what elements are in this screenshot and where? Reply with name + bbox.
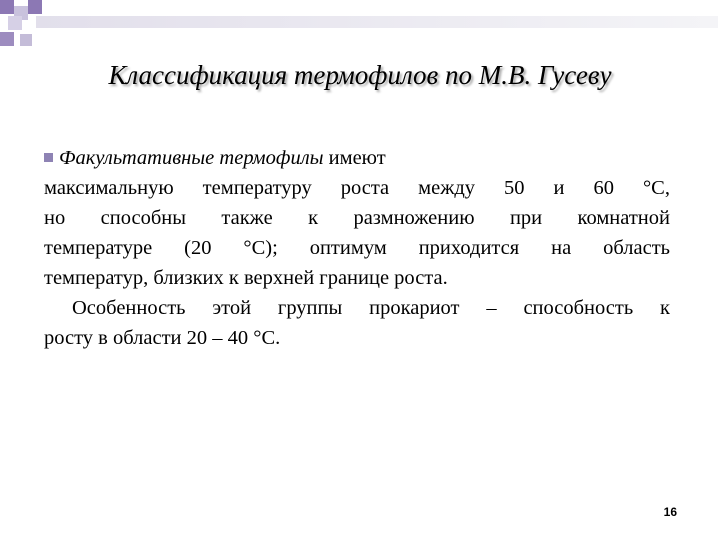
slide-title (0, 60, 720, 91)
title-part-1: Классификация (108, 60, 288, 90)
paragraph1-line4: температуре (20 °C); оптимум приходится на область (44, 237, 670, 259)
lead-italic-2: термофилы (219, 147, 324, 169)
title-part-2: термофилов (293, 60, 439, 90)
decorative-header-squares (0, 0, 720, 60)
bullet-square-icon (44, 153, 53, 162)
paragraph1-line1 (44, 143, 670, 173)
lead-italic-1: Факультативные (59, 147, 215, 169)
lead-verb: имеют (328, 147, 386, 169)
paragraph2-line2: росту в области 20 – 40 °С. (44, 327, 281, 349)
page-number: 16 (663, 505, 677, 519)
paragraph2-line1: Особенность этой группы прокариот – способность к (72, 297, 670, 319)
paragraph-group-feature (44, 293, 670, 353)
paragraph1-line2: максимальную температуру роста между 50 и 60 °C, (44, 177, 670, 199)
paragraph1-line3: но способны также к размножению при комнатной (44, 207, 670, 229)
paragraph-facultative-thermophiles (44, 143, 670, 293)
title-part-3: по М.В. Гусеву (445, 60, 612, 90)
paragraph1-line5: температур, близких к верхней границе роста. (44, 267, 448, 289)
